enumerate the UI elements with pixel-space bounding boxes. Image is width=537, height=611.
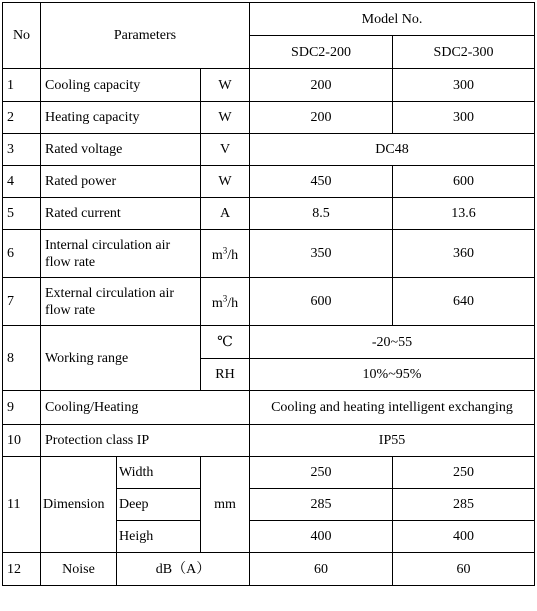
header-model-no: Model No. bbox=[250, 3, 535, 36]
row-param: Cooling capacity bbox=[41, 69, 201, 102]
row-value-2: 285 bbox=[393, 489, 535, 521]
row-param: Dimension bbox=[41, 457, 117, 553]
header-model-2: SDC2-300 bbox=[393, 36, 535, 69]
header-parameters: Parameters bbox=[41, 3, 250, 69]
unit-base: m bbox=[211, 296, 223, 312]
table-row bbox=[3, 278, 535, 326]
row-unit: W bbox=[201, 166, 250, 198]
unit-tail: /h bbox=[227, 296, 239, 312]
row-unit: RH bbox=[201, 359, 250, 391]
row-param: Noise bbox=[41, 553, 117, 586]
row-merged-value: 10%~95% bbox=[250, 359, 535, 391]
unit-tail: /h bbox=[227, 248, 239, 264]
row-value-2: 250 bbox=[393, 457, 535, 489]
row-no: 1 bbox=[3, 69, 41, 102]
table-row bbox=[3, 166, 535, 198]
row-unit: dB（A） bbox=[117, 553, 250, 586]
row-value-2: 400 bbox=[393, 521, 535, 553]
row-merged-value: Cooling and heating intelligent exchanging bbox=[250, 391, 535, 425]
table-row bbox=[3, 230, 535, 278]
row-no: 10 bbox=[3, 425, 41, 457]
row-value-1: 600 bbox=[250, 278, 393, 326]
row-param: Rated power bbox=[41, 166, 201, 198]
table-row bbox=[3, 102, 535, 134]
row-value-2: 300 bbox=[393, 102, 535, 134]
row-no: 4 bbox=[3, 166, 41, 198]
row-param: Working range bbox=[41, 326, 201, 391]
row-unit: W bbox=[201, 102, 250, 134]
row-unit: W bbox=[201, 69, 250, 102]
row-no: 11 bbox=[3, 457, 41, 553]
row-unit bbox=[201, 278, 250, 326]
row-param: Heating capacity bbox=[41, 102, 201, 134]
row-value-1: 285 bbox=[250, 489, 393, 521]
header-model-1: SDC2-200 bbox=[250, 36, 393, 69]
table-row bbox=[3, 326, 535, 359]
row-value-2: 360 bbox=[393, 230, 535, 278]
row-value-1: 250 bbox=[250, 457, 393, 489]
row-unit: ℃ bbox=[201, 326, 250, 359]
dimension-sub-label: Deep bbox=[117, 489, 201, 521]
row-value-1: 8.5 bbox=[250, 198, 393, 230]
row-value-1: 400 bbox=[250, 521, 393, 553]
row-value-1: 450 bbox=[250, 166, 393, 198]
row-value-1: 200 bbox=[250, 69, 393, 102]
header-no: No bbox=[3, 3, 41, 69]
row-no: 7 bbox=[3, 278, 41, 326]
row-unit: V bbox=[201, 134, 250, 166]
table-row bbox=[3, 425, 535, 457]
row-no: 2 bbox=[3, 102, 41, 134]
row-value-1: 200 bbox=[250, 102, 393, 134]
row-merged-value: -20~55 bbox=[250, 326, 535, 359]
header-row-1 bbox=[3, 3, 535, 36]
row-no: 3 bbox=[3, 134, 41, 166]
row-value-2: 600 bbox=[393, 166, 535, 198]
unit-superscript: 3 bbox=[222, 293, 228, 304]
table-row bbox=[3, 69, 535, 102]
dimension-sub-label: Heigh bbox=[117, 521, 201, 553]
row-value-1: 350 bbox=[250, 230, 393, 278]
row-value-2: 13.6 bbox=[393, 198, 535, 230]
unit-superscript: 3 bbox=[222, 245, 228, 256]
row-no: 8 bbox=[3, 326, 41, 391]
row-no: 5 bbox=[3, 198, 41, 230]
row-unit: mm bbox=[201, 457, 250, 553]
dimension-sub-label: Width bbox=[117, 457, 201, 489]
table-row bbox=[3, 134, 535, 166]
unit-base: m bbox=[211, 248, 223, 264]
row-param: Internal circulation air flow rate bbox=[41, 230, 201, 278]
row-unit: A bbox=[201, 198, 250, 230]
row-param: Rated voltage bbox=[41, 134, 201, 166]
table-row bbox=[3, 553, 535, 586]
row-no: 12 bbox=[3, 553, 41, 586]
row-merged-value: IP55 bbox=[250, 425, 535, 457]
row-no: 6 bbox=[3, 230, 41, 278]
row-value-2: 60 bbox=[393, 553, 535, 586]
row-param: External circulation air flow rate bbox=[41, 278, 201, 326]
row-value-1: 60 bbox=[250, 553, 393, 586]
spec-table bbox=[2, 2, 535, 586]
row-value-2: 300 bbox=[393, 69, 535, 102]
row-param: Rated current bbox=[41, 198, 201, 230]
row-param: Protection class IP bbox=[41, 425, 250, 457]
table-row bbox=[3, 198, 535, 230]
table-row bbox=[3, 391, 535, 425]
row-value-2: 640 bbox=[393, 278, 535, 326]
row-unit bbox=[201, 230, 250, 278]
table-row bbox=[3, 457, 535, 489]
row-param: Cooling/Heating bbox=[41, 391, 250, 425]
row-no: 9 bbox=[3, 391, 41, 425]
row-merged-value: DC48 bbox=[250, 134, 535, 166]
